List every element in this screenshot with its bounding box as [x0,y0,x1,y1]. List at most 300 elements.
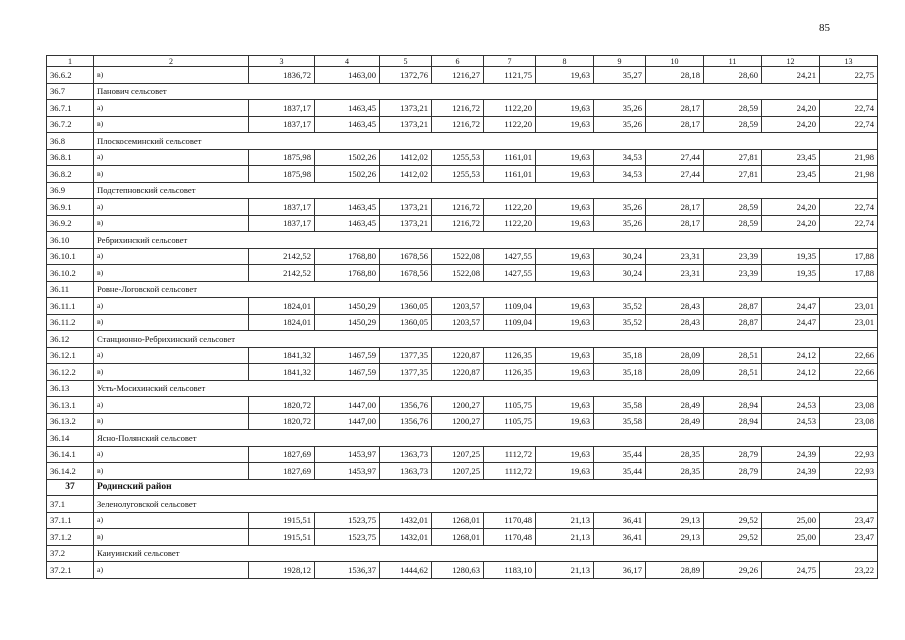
value-cell: 2142,52 [249,265,315,282]
value-cell: 1536,37 [315,562,380,579]
row-label: а) [94,347,249,364]
row-code: 36.13.1 [47,397,94,414]
row-label: в) [94,116,249,133]
row-label: а) [94,149,249,166]
value-cell: 23,45 [762,149,820,166]
value-cell: 19,63 [536,248,594,265]
value-cell: 35,52 [594,298,646,315]
value-cell: 1444,62 [380,562,432,579]
value-cell: 22,74 [820,116,878,133]
value-cell: 28,94 [704,397,762,414]
value-cell: 1161,01 [484,166,536,183]
table-row [47,397,878,414]
value-cell: 19,63 [536,166,594,183]
value-cell: 24,20 [762,116,820,133]
value-cell: 1827,69 [249,446,315,463]
value-cell: 1915,51 [249,512,315,529]
value-cell: 35,18 [594,347,646,364]
value-cell: 1377,35 [380,364,432,381]
value-cell: 19,63 [536,215,594,232]
value-cell: 23,47 [820,512,878,529]
value-cell: 1112,72 [484,463,536,480]
section-code: 36.14 [47,430,94,447]
value-cell: 28,09 [646,347,704,364]
row-code: 36.11.1 [47,298,94,315]
value-cell: 1427,55 [484,265,536,282]
row-code: 37.1.1 [47,512,94,529]
section-code: 37 [47,479,94,496]
value-cell: 19,63 [536,149,594,166]
district-header-row [47,479,878,496]
value-cell: 23,31 [646,248,704,265]
value-cell: 35,58 [594,413,646,430]
value-cell: 29,26 [704,562,762,579]
row-label: в) [94,166,249,183]
value-cell: 28,18 [646,67,704,84]
value-cell: 1121,75 [484,67,536,84]
value-cell: 1875,98 [249,166,315,183]
value-cell: 17,88 [820,248,878,265]
value-cell: 36,17 [594,562,646,579]
value-cell: 35,26 [594,215,646,232]
section-title: Подстепновский сельсовет [94,182,878,199]
section-title: Станционно-Ребрихинский сельсовет [94,331,878,348]
value-cell: 1216,27 [432,67,484,84]
value-cell: 1170,48 [484,529,536,546]
section-header-row [47,380,878,397]
row-label: а) [94,562,249,579]
row-label: в) [94,463,249,480]
value-cell: 1216,72 [432,116,484,133]
row-code: 36.7.2 [47,116,94,133]
table-row [47,149,878,166]
row-code: 36.6.2 [47,67,94,84]
value-cell: 1427,55 [484,248,536,265]
value-cell: 19,63 [536,413,594,430]
value-cell: 1768,80 [315,248,380,265]
row-code: 36.7.1 [47,100,94,117]
value-cell: 1523,75 [315,529,380,546]
value-cell: 1467,59 [315,364,380,381]
row-label: в) [94,67,249,84]
value-cell: 29,13 [646,529,704,546]
value-cell: 24,21 [762,67,820,84]
section-title: Каиуинский сельсовет [94,545,878,562]
value-cell: 1522,08 [432,265,484,282]
value-cell: 28,60 [704,67,762,84]
value-cell: 21,13 [536,562,594,579]
value-cell: 19,63 [536,463,594,480]
row-code: 36.9.1 [47,199,94,216]
value-cell: 28,51 [704,347,762,364]
value-cell: 28,49 [646,397,704,414]
column-number-cell: 2 [94,56,249,67]
value-cell: 35,58 [594,397,646,414]
value-cell: 1875,98 [249,149,315,166]
value-cell: 28,51 [704,364,762,381]
value-cell: 1678,56 [380,248,432,265]
value-cell: 1502,26 [315,166,380,183]
value-cell: 1203,57 [432,298,484,315]
value-cell: 22,74 [820,199,878,216]
value-cell: 28,17 [646,100,704,117]
row-label: а) [94,446,249,463]
value-cell: 23,39 [704,265,762,282]
value-cell: 19,63 [536,265,594,282]
value-cell: 23,47 [820,529,878,546]
value-cell: 1105,75 [484,413,536,430]
row-label: в) [94,215,249,232]
value-cell: 1432,01 [380,529,432,546]
table-row [47,529,878,546]
tariff-table [46,55,878,579]
column-number-cell: 7 [484,56,536,67]
value-cell: 1453,97 [315,463,380,480]
value-cell: 28,17 [646,116,704,133]
row-code: 37.2.1 [47,562,94,579]
value-cell: 27,81 [704,166,762,183]
value-cell: 28,35 [646,446,704,463]
value-cell: 1372,76 [380,67,432,84]
column-number-cell: 1 [47,56,94,67]
value-cell: 19,35 [762,265,820,282]
value-cell: 1203,57 [432,314,484,331]
row-code: 36.11.2 [47,314,94,331]
column-number-cell: 3 [249,56,315,67]
value-cell: 28,87 [704,298,762,315]
row-label: а) [94,100,249,117]
value-cell: 25,00 [762,512,820,529]
value-cell: 22,75 [820,67,878,84]
value-cell: 1360,05 [380,314,432,331]
table-row [47,100,878,117]
value-cell: 1200,27 [432,413,484,430]
value-cell: 23,08 [820,413,878,430]
value-cell: 34,53 [594,149,646,166]
value-cell: 1837,17 [249,100,315,117]
section-header-row [47,232,878,249]
table-row [47,215,878,232]
row-label: а) [94,199,249,216]
value-cell: 1373,21 [380,215,432,232]
value-cell: 29,52 [704,529,762,546]
value-cell: 22,93 [820,463,878,480]
table-row [47,67,878,84]
value-cell: 24,53 [762,397,820,414]
value-cell: 24,47 [762,314,820,331]
value-cell: 22,74 [820,215,878,232]
value-cell: 1126,35 [484,347,536,364]
value-cell: 1841,32 [249,347,315,364]
row-label: в) [94,413,249,430]
column-number-cell: 11 [704,56,762,67]
row-label: а) [94,248,249,265]
table-row [47,364,878,381]
value-cell: 1377,35 [380,347,432,364]
value-cell: 1678,56 [380,265,432,282]
value-cell: 19,63 [536,314,594,331]
value-cell: 1820,72 [249,413,315,430]
value-cell: 1126,35 [484,364,536,381]
table-body [47,56,878,579]
value-cell: 23,22 [820,562,878,579]
value-cell: 24,39 [762,463,820,480]
value-cell: 1523,75 [315,512,380,529]
section-code: 36.12 [47,331,94,348]
table-row [47,446,878,463]
row-label: в) [94,314,249,331]
value-cell: 1463,45 [315,100,380,117]
section-code: 36.13 [47,380,94,397]
value-cell: 23,45 [762,166,820,183]
value-cell: 28,49 [646,413,704,430]
table-row [47,298,878,315]
table-row [47,562,878,579]
value-cell: 19,63 [536,199,594,216]
column-number-cell: 8 [536,56,594,67]
value-cell: 1200,27 [432,397,484,414]
value-cell: 23,39 [704,248,762,265]
value-cell: 19,63 [536,298,594,315]
value-cell: 1450,29 [315,314,380,331]
row-label: а) [94,512,249,529]
value-cell: 1109,04 [484,298,536,315]
section-code: 36.9 [47,182,94,199]
value-cell: 1280,63 [432,562,484,579]
value-cell: 1216,72 [432,100,484,117]
value-cell: 23,01 [820,298,878,315]
section-title: Панович сельсовет [94,83,878,100]
column-number-cell: 12 [762,56,820,67]
value-cell: 24,53 [762,413,820,430]
value-cell: 21,98 [820,166,878,183]
table-row [47,248,878,265]
value-cell: 1122,20 [484,199,536,216]
row-code: 36.8.1 [47,149,94,166]
value-cell: 19,63 [536,446,594,463]
value-cell: 28,17 [646,199,704,216]
value-cell: 28,43 [646,314,704,331]
value-cell: 19,63 [536,397,594,414]
value-cell: 1432,01 [380,512,432,529]
value-cell: 1216,72 [432,215,484,232]
section-header-row [47,430,878,447]
value-cell: 1112,72 [484,446,536,463]
column-number-cell: 4 [315,56,380,67]
value-cell: 1450,29 [315,298,380,315]
value-cell: 1122,20 [484,100,536,117]
value-cell: 28,87 [704,314,762,331]
row-label: а) [94,397,249,414]
value-cell: 35,44 [594,446,646,463]
value-cell: 1373,21 [380,100,432,117]
value-cell: 1522,08 [432,248,484,265]
value-cell: 28,59 [704,100,762,117]
value-cell: 35,26 [594,199,646,216]
section-code: 36.11 [47,281,94,298]
value-cell: 1447,00 [315,413,380,430]
section-title: Усть-Мосихинский сельсовет [94,380,878,397]
section-title: Плоскосеминский сельсовет [94,133,878,150]
value-cell: 24,75 [762,562,820,579]
value-cell: 28,94 [704,413,762,430]
column-number-cell: 13 [820,56,878,67]
value-cell: 1915,51 [249,529,315,546]
value-cell: 35,18 [594,364,646,381]
section-code: 36.7 [47,83,94,100]
value-cell: 1463,00 [315,67,380,84]
value-cell: 30,24 [594,248,646,265]
value-cell: 21,13 [536,512,594,529]
value-cell: 35,44 [594,463,646,480]
value-cell: 28,59 [704,215,762,232]
column-number-cell: 6 [432,56,484,67]
value-cell: 25,00 [762,529,820,546]
value-cell: 35,26 [594,116,646,133]
value-cell: 28,35 [646,463,704,480]
value-cell: 1161,01 [484,149,536,166]
value-cell: 1768,80 [315,265,380,282]
value-cell: 35,26 [594,100,646,117]
value-cell: 35,27 [594,67,646,84]
section-header-row [47,83,878,100]
value-cell: 1183,10 [484,562,536,579]
value-cell: 24,20 [762,199,820,216]
value-cell: 19,63 [536,100,594,117]
section-header-row [47,331,878,348]
section-code: 37.1 [47,496,94,513]
table-row [47,463,878,480]
value-cell: 29,52 [704,512,762,529]
table-row [47,265,878,282]
value-cell: 1268,01 [432,512,484,529]
section-code: 36.10 [47,232,94,249]
value-cell: 1109,04 [484,314,536,331]
value-cell: 1373,21 [380,116,432,133]
row-code: 36.12.2 [47,364,94,381]
row-code: 36.13.2 [47,413,94,430]
value-cell: 1928,12 [249,562,315,579]
value-cell: 1363,73 [380,463,432,480]
column-number-cell: 5 [380,56,432,67]
section-title: Ребрихинский сельсовет [94,232,878,249]
row-label: в) [94,529,249,546]
row-code: 36.8.2 [47,166,94,183]
value-cell: 22,93 [820,446,878,463]
table-row [47,116,878,133]
table-row [47,314,878,331]
value-cell: 1463,45 [315,199,380,216]
value-cell: 27,44 [646,166,704,183]
section-title: Зеленолуговской сельсовет [94,496,878,513]
section-header-row [47,281,878,298]
value-cell: 19,63 [536,116,594,133]
value-cell: 1255,53 [432,149,484,166]
value-cell: 1841,32 [249,364,315,381]
value-cell: 28,43 [646,298,704,315]
value-cell: 1820,72 [249,397,315,414]
value-cell: 1105,75 [484,397,536,414]
value-cell: 36,41 [594,512,646,529]
value-cell: 1412,02 [380,166,432,183]
value-cell: 29,13 [646,512,704,529]
value-cell: 1502,26 [315,149,380,166]
row-code: 36.14.1 [47,446,94,463]
value-cell: 28,17 [646,215,704,232]
value-cell: 28,79 [704,463,762,480]
value-cell: 28,09 [646,364,704,381]
value-cell: 1220,87 [432,347,484,364]
value-cell: 28,59 [704,199,762,216]
value-cell: 1836,72 [249,67,315,84]
row-label: а) [94,298,249,315]
value-cell: 24,47 [762,298,820,315]
value-cell: 1360,05 [380,298,432,315]
value-cell: 19,63 [536,364,594,381]
value-cell: 19,63 [536,67,594,84]
value-cell: 17,88 [820,265,878,282]
value-cell: 24,20 [762,215,820,232]
table-row [47,512,878,529]
table-row [47,199,878,216]
value-cell: 2142,52 [249,248,315,265]
value-cell: 1412,02 [380,149,432,166]
value-cell: 1220,87 [432,364,484,381]
value-cell: 21,98 [820,149,878,166]
value-cell: 28,89 [646,562,704,579]
column-number-header-row [47,56,878,67]
value-cell: 1447,00 [315,397,380,414]
value-cell: 1122,20 [484,215,536,232]
value-cell: 1122,20 [484,116,536,133]
value-cell: 36,41 [594,529,646,546]
value-cell: 1356,76 [380,397,432,414]
section-code: 37.2 [47,545,94,562]
value-cell: 22,74 [820,100,878,117]
table-row [47,347,878,364]
value-cell: 21,13 [536,529,594,546]
column-number-cell: 9 [594,56,646,67]
section-title: Ясно-Полянский сельсовет [94,430,878,447]
column-number-cell: 10 [646,56,704,67]
value-cell: 1255,53 [432,166,484,183]
table-row [47,166,878,183]
value-cell: 35,52 [594,314,646,331]
value-cell: 24,39 [762,446,820,463]
section-header-row [47,545,878,562]
row-code: 36.12.1 [47,347,94,364]
value-cell: 1467,59 [315,347,380,364]
row-code: 36.10.2 [47,265,94,282]
value-cell: 1837,17 [249,199,315,216]
value-cell: 23,08 [820,397,878,414]
value-cell: 30,24 [594,265,646,282]
value-cell: 1824,01 [249,298,315,315]
value-cell: 23,31 [646,265,704,282]
value-cell: 1824,01 [249,314,315,331]
value-cell: 1453,97 [315,446,380,463]
value-cell: 27,44 [646,149,704,166]
value-cell: 1268,01 [432,529,484,546]
section-header-row [47,182,878,199]
row-code: 36.10.1 [47,248,94,265]
value-cell: 1463,45 [315,116,380,133]
value-cell: 19,63 [536,347,594,364]
section-header-row [47,496,878,513]
value-cell: 1837,17 [249,215,315,232]
value-cell: 22,66 [820,364,878,381]
table-row [47,413,878,430]
